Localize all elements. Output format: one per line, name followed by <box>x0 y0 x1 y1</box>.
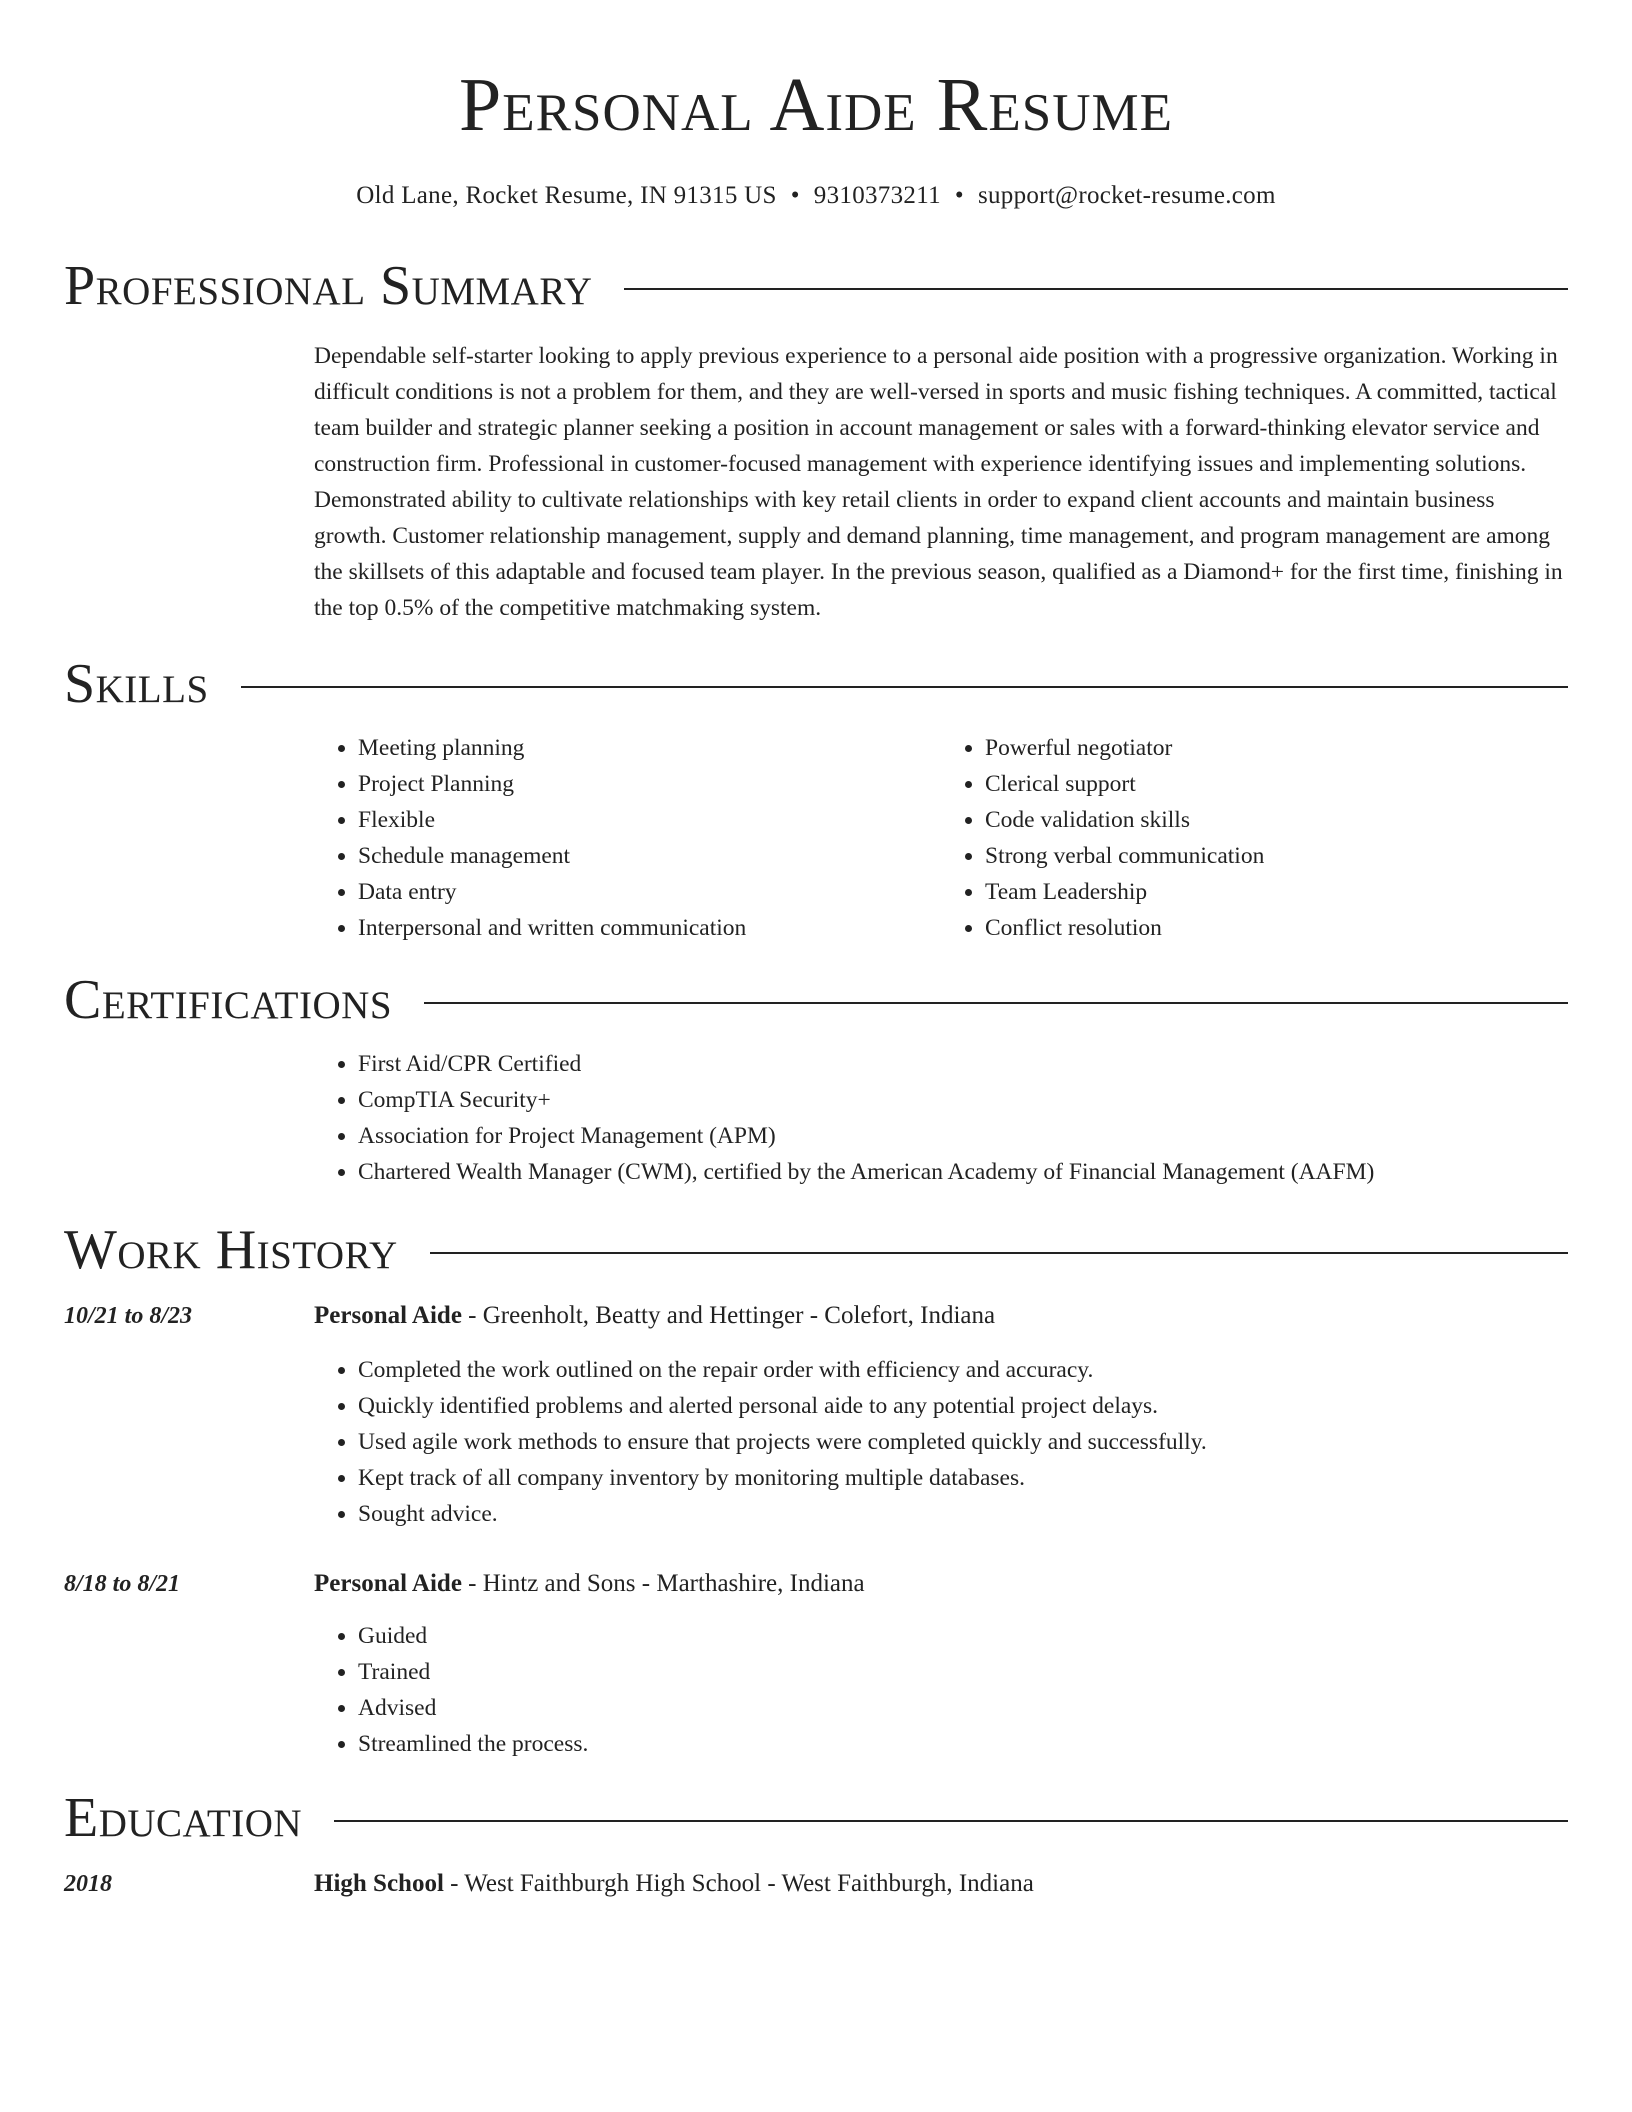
skill-item: • Data entry <box>358 874 941 910</box>
skill-item: • Powerful negotiator <box>985 730 1568 766</box>
job-title-line <box>314 1298 995 1334</box>
job-header <box>64 1566 1568 1602</box>
job-dates: 10/21 to 8/23 <box>64 1303 193 1329</box>
certifications-section-header <box>64 968 1568 1032</box>
section-divider <box>241 686 1568 688</box>
contact-separator: • <box>790 182 800 209</box>
certifications-heading: Certifications <box>64 969 393 1031</box>
job-title-line <box>314 1566 865 1602</box>
duty-item: • Completed the work outlined on the repair order with efficiency and accuracy. <box>358 1352 1568 1388</box>
skill-item: • Code validation skills <box>985 802 1568 838</box>
certifications-body <box>314 1046 1568 1190</box>
education-heading: Education <box>64 1787 303 1849</box>
contact-line <box>64 180 1568 212</box>
contact-phone: 9310373211 <box>813 182 941 209</box>
work-heading: Work History <box>64 1219 398 1281</box>
skill-item: • Project Planning <box>358 766 941 802</box>
job-duties-list <box>314 1618 1568 1762</box>
section-divider <box>624 288 1568 290</box>
summary-text: Dependable self-starter looking to apply previous experience to a personal aide position with a progressive organization. Working in difficult conditions is not a problem for them, and they are well-versed in sports and music fishing techniques. A committed, tactical team builder and strategic planner seeking a position in account management or sales with a forward-thinking elevator service and construction firm. Professional in customer-focused management with experience identifying issues and implementing solutions. Demonstrated ability to cultivate relationships with key retail clients in order to expand client accounts and maintain business growth. Customer relationship management, supply and demand planning, time management, and program management are among the skillsets of this adaptable and focused team player. In the previous season, qualified as a Diamond+ for the first time, finishing in the top 0.5% of the competitive matchmaking system. <box>314 343 1563 621</box>
skill-item: • Flexible <box>358 802 941 838</box>
duty-item: • Streamlined the process. <box>358 1726 1568 1762</box>
job-title: Personal Aide <box>314 1302 462 1329</box>
job-title: Personal Aide <box>314 1570 462 1597</box>
skills-list <box>314 730 1568 946</box>
skills-heading: Skills <box>64 653 209 715</box>
resume-title: Personal Aide Resume <box>459 63 1173 147</box>
education-entry <box>64 1866 1568 1902</box>
education-line <box>314 1866 1034 1902</box>
job-duties <box>314 1352 1568 1532</box>
certification-item: • Chartered Wealth Manager (CWM), certified by the American Academy of Financial Management (AAFM) <box>358 1154 1568 1190</box>
job-duties-list <box>314 1352 1568 1532</box>
skills-left-column <box>314 730 941 946</box>
job-details: - Greenholt, Beatty and Hettinger - Colefort, Indiana <box>461 1302 996 1329</box>
job-entry <box>64 1298 1568 1532</box>
duty-item: • Advised <box>358 1690 1568 1726</box>
education-degree: High School <box>314 1870 444 1897</box>
certification-item: • CompTIA Security+ <box>358 1082 1568 1118</box>
duty-item: • Used agile work methods to ensure that projects were completed quickly and successfully. <box>358 1424 1568 1460</box>
skill-item: • Schedule management <box>358 838 941 874</box>
contact-separator: • <box>954 182 964 209</box>
section-divider <box>424 1002 1568 1004</box>
duty-item: • Kept track of all company inventory by monitoring multiple databases. <box>358 1460 1568 1496</box>
education-section-header <box>64 1786 1568 1850</box>
section-divider <box>334 1820 1568 1822</box>
summary-body <box>314 338 1568 626</box>
skills-section-header <box>64 652 1568 716</box>
duty-item: • Trained <box>358 1654 1568 1690</box>
skill-item: • Interpersonal and written communication <box>358 910 941 946</box>
skill-item: • Meeting planning <box>358 730 941 766</box>
education-year: 2018 <box>64 1871 112 1897</box>
work-section-header <box>64 1218 1568 1282</box>
summary-heading: Professional Summary <box>64 255 593 317</box>
job-entry <box>64 1566 1568 1762</box>
education-row <box>64 1866 1568 1902</box>
contact-email: support@rocket-resume.com <box>977 182 1276 209</box>
job-duties <box>314 1618 1568 1762</box>
duty-item: • Sought advice. <box>358 1496 1568 1532</box>
skills-right-column <box>941 730 1568 946</box>
certification-item: • Association for Project Management (APM) <box>358 1118 1568 1154</box>
section-divider <box>430 1252 1568 1254</box>
skill-item: • Conflict resolution <box>985 910 1568 946</box>
duty-item: • Guided <box>358 1618 1568 1654</box>
contact-address: Old Lane, Rocket Resume, IN 91315 US <box>356 182 777 209</box>
education-details: - West Faithburgh High School - West Faithburgh, Indiana <box>443 1870 1034 1897</box>
job-header <box>64 1298 1568 1334</box>
skill-item: • Strong verbal communication <box>985 838 1568 874</box>
duty-item: • Quickly identified problems and alerted personal aide to any potential project delays. <box>358 1388 1568 1424</box>
certification-item: • First Aid/CPR Certified <box>358 1046 1568 1082</box>
certifications-list <box>314 1046 1568 1190</box>
job-details: - Hintz and Sons - Marthashire, Indiana <box>461 1570 865 1597</box>
skill-item: • Team Leadership <box>985 874 1568 910</box>
skill-item: • Clerical support <box>985 766 1568 802</box>
summary-section-header <box>64 254 1568 318</box>
job-dates: 8/18 to 8/21 <box>64 1571 181 1597</box>
